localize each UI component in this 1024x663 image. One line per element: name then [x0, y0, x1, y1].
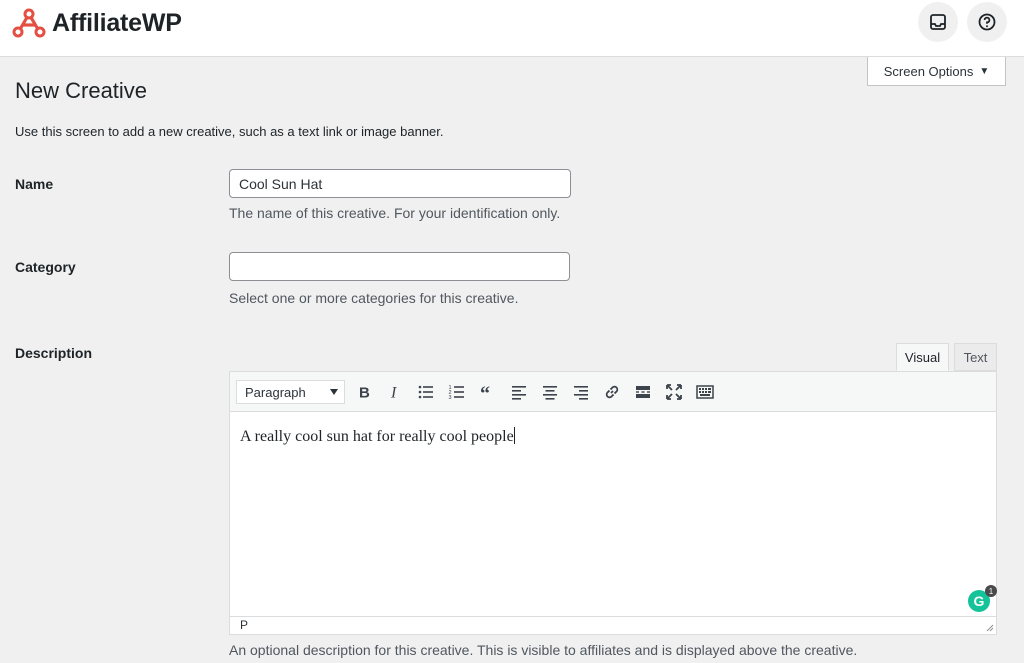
brand[interactable]	[12, 7, 182, 39]
inbox-button[interactable]	[918, 2, 958, 42]
name-input[interactable]	[229, 169, 571, 198]
bullet-list-button[interactable]	[414, 380, 438, 404]
blockquote-button[interactable]	[476, 380, 500, 404]
description-help: An optional description for this creative. This is visible to affiliates and is displayed above the creative.	[229, 642, 858, 658]
align-center-button[interactable]	[538, 380, 562, 404]
svg-text:“: “	[480, 383, 490, 401]
resize-handle-icon[interactable]	[985, 623, 994, 632]
numbered-list-icon	[448, 383, 466, 401]
blockquote-icon	[479, 383, 497, 401]
name-label: Name	[15, 176, 54, 192]
text-cursor	[514, 427, 515, 444]
svg-text:3: 3	[448, 395, 452, 401]
affiliatewp-logo-icon	[12, 8, 46, 38]
align-left-icon	[510, 383, 528, 401]
read-more-icon	[634, 383, 652, 401]
help-button[interactable]	[967, 2, 1007, 42]
tab-text[interactable]: Text	[954, 343, 997, 371]
editor-statusbar	[230, 616, 996, 634]
grammarly-count-badge: 1	[985, 585, 997, 597]
name-help: The name of this creative. For your identification only.	[229, 205, 561, 221]
page-title: New Creative	[15, 78, 148, 103]
fullscreen-button[interactable]	[662, 380, 686, 404]
bullet-list-icon	[417, 383, 435, 401]
italic-icon	[386, 383, 404, 401]
screen-options-label: Screen Options	[883, 63, 974, 79]
help-icon	[977, 12, 997, 32]
align-center-icon	[541, 383, 559, 401]
description-label: Description	[15, 345, 93, 361]
brand-name: AffiliateWP	[52, 8, 182, 37]
screen-options-button[interactable]	[867, 57, 1006, 86]
category-help: Select one or more categories for this creative.	[229, 290, 519, 306]
category-input[interactable]	[229, 252, 570, 281]
svg-text:I: I	[391, 384, 397, 401]
align-left-button[interactable]	[507, 380, 531, 404]
toolbar-toggle-button[interactable]	[693, 380, 717, 404]
editor-content[interactable]	[230, 413, 996, 616]
chevron-down-icon	[330, 389, 338, 395]
align-right-button[interactable]	[569, 380, 593, 404]
description-editor	[229, 371, 997, 635]
bold-button[interactable]	[352, 380, 376, 404]
editor-content-text: A really cool sun hat for really cool people	[240, 428, 514, 445]
svg-text:1: 1	[448, 385, 452, 391]
italic-button[interactable]	[383, 380, 407, 404]
numbered-list-button[interactable]	[445, 380, 469, 404]
page-intro: Use this screen to add a new creative, such as a text link or image banner.	[15, 124, 444, 139]
bold-icon	[355, 383, 373, 401]
svg-text:2: 2	[448, 390, 452, 396]
link-button[interactable]	[600, 380, 624, 404]
editor-toolbar	[230, 372, 996, 412]
inbox-icon	[928, 12, 948, 32]
read-more-button[interactable]	[631, 380, 655, 404]
fullscreen-icon	[665, 383, 683, 401]
align-right-icon	[572, 383, 590, 401]
top-bar	[0, 0, 1024, 57]
element-path[interactable]: P	[240, 618, 249, 632]
link-icon	[603, 383, 621, 401]
category-label: Category	[15, 259, 76, 275]
format-select[interactable]	[236, 380, 345, 404]
format-select-value: Paragraph	[245, 384, 306, 400]
tab-visual[interactable]: Visual	[896, 343, 949, 371]
triangle-down-icon: ▼	[979, 65, 990, 77]
toolbar-toggle-icon	[696, 383, 714, 401]
svg-text:B: B	[359, 384, 370, 401]
grammarly-icon: G	[973, 593, 985, 609]
